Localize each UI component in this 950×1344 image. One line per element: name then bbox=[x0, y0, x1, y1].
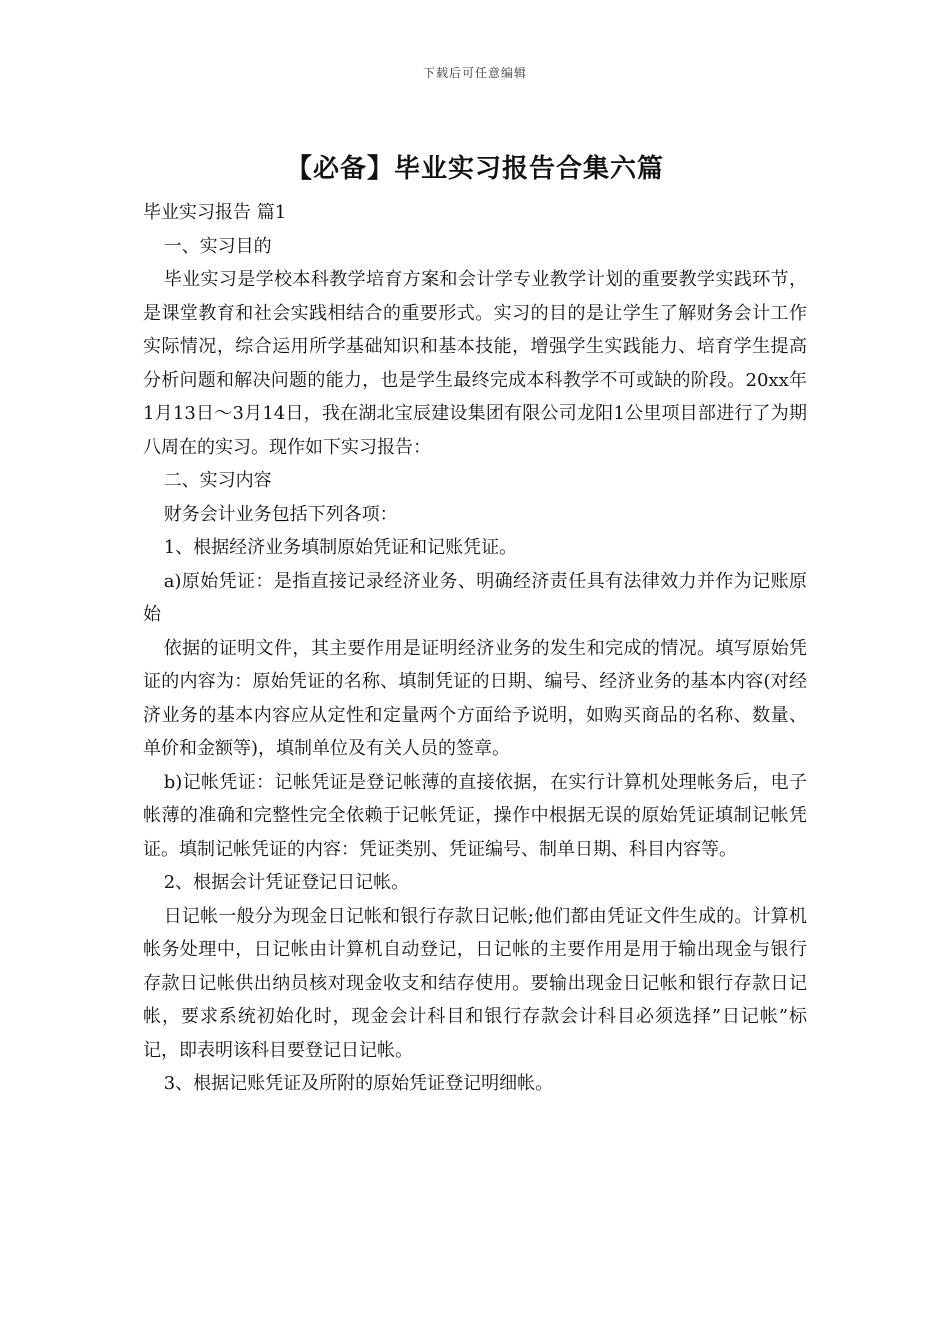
body-paragraph: a)原始凭证：是指直接记录经济业务、明确经济责任具有法律效力并作为记账原始 bbox=[143, 570, 807, 625]
body-paragraph: 毕业实习是学校本科教学培育方案和会计学专业教学计划的重要教学实践环节，是课堂教育和社会实践相结合的重要形式。实习的目的是让学生了解财务会计工作实际情况，综合运用所学基础知识和基本技能，增强学生实践能力、培育学生提高分析问题和解决问题的能力，也是学生最终完成本科教学不可或缺的阶段。20xx年1月13日～3月14日，我在湖北宝辰建设集团有限公司龙阳1公里项目部进行了为期八周在的实习。现作如下实习报告： bbox=[143, 269, 807, 458]
body-paragraph: b)记帐凭证：记帐凭证是登记帐薄的直接依据，在实行计算机处理帐务后，电子帐薄的准确和完整性完全依赖于记帐凭证，操作中根据无误的原始凭证填制记帐凭证。填制记帐凭证的内容：凭证类别、凭证编号、制单日期、科目内容等。 bbox=[143, 771, 807, 860]
body-paragraph: 财务会计业务包括下列各项： bbox=[163, 503, 398, 525]
subsection-heading: 一、实习目的 bbox=[163, 235, 272, 257]
document-title: 【必备】毕业实习报告合集六篇 bbox=[285, 154, 664, 184]
section-heading: 毕业实习报告 篇1 bbox=[143, 202, 287, 223]
list-item: 1、根据经济业务填制原始凭证和记账凭证。 bbox=[163, 537, 518, 558]
subsection-heading: 二、实习内容 bbox=[163, 470, 272, 491]
header-note: 下载后可任意编辑 bbox=[422, 66, 527, 80]
list-item: 3、根据记账凭证及所附的原始凭证登记明细帐。 bbox=[163, 1073, 554, 1094]
document-body bbox=[143, 196, 807, 1101]
body-paragraph: 依据的证明文件，其主要作用是证明经济业务的发生和完成的情况。填写原始凭证的内容为：原始凭证的名称、填制凭证的日期、编号、经济业务的基本内容(对经济业务的基本内容应从定性和定量两个方面给予说明，如购买商品的名称、数量、单价和金额等)，填制单位及有关人员的签章。 bbox=[143, 637, 807, 759]
body-paragraph: 日记帐一般分为现金日记帐和银行存款日记帐;他们都由凭证文件生成的。计算机帐务处理中，日记帐由计算机自动登记，日记帐的主要作用是用于输出现金与银行存款日记帐供出纳员核对现金收支和结存使用。要输出现金日记帐和银行存款日记帐，要求系统初始化时，现金会计科目和银行存款会计科目必须选择”日记帐”标记，即表明该科目要登记日记帐。 bbox=[143, 905, 807, 1061]
list-item: 2、根据会计凭证登记日记帐。 bbox=[163, 872, 410, 893]
